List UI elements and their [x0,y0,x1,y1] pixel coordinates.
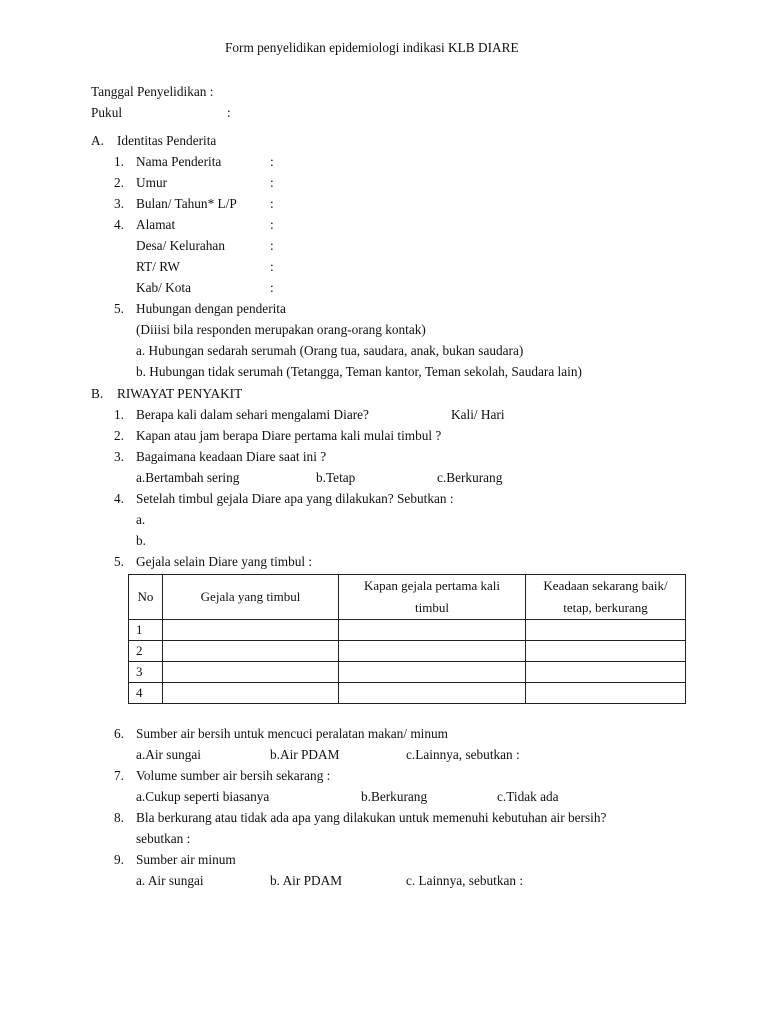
table-header-row [129,575,686,620]
kapan-cell[interactable] [339,683,526,704]
table-row [129,683,686,704]
row-number: 2 [129,641,163,662]
section-b-title: RIWAYAT PENYAKIT [117,386,243,401]
b-q8-cont: sebutkan : [136,831,191,846]
b-q6-option-a: a.Air sungai [136,747,201,762]
address-rtrw-colon: : [270,259,274,274]
kapan-cell[interactable] [339,641,526,662]
tanggal-penyelidikan-label: Tanggal Penyelidikan : [91,84,214,99]
pukul-label: Pukul [91,105,123,120]
b-q3-option-a: a.Bertambah sering [136,470,240,485]
a-item-3-label: Bulan/ Tahun* L/P [136,196,237,211]
b-q6-option-b: b.Air PDAM [270,747,340,762]
gejala-cell[interactable] [163,641,339,662]
b-q7-num: 7. [114,768,124,783]
gejala-table [128,574,686,704]
form-title: Form penyelidikan epidemiologi indikasi KLB DIARE [225,40,519,55]
b-q1-unit: Kali/ Hari [451,407,505,422]
row-number: 4 [129,683,163,704]
gejala-cell[interactable] [163,683,339,704]
a-item-1-label: Nama Penderita [136,154,222,169]
b-q2-num: 2. [114,428,124,443]
a-item-3-num: 3. [114,196,124,211]
a-item-4-colon: : [270,217,274,232]
table-row [129,662,686,683]
header-keadaan-line1: Keadaan sekarang baik/ [543,578,668,593]
section-a-marker: A. [91,133,104,148]
b-q7-option-c: c.Tidak ada [497,789,559,804]
b-q4-b: b. [136,533,146,548]
b-q1-num: 1. [114,407,124,422]
a-item-2-num: 2. [114,175,124,190]
a-item-1-num: 1. [114,154,124,169]
table-row [129,641,686,662]
a-item-5-label: Hubungan dengan penderita [136,301,286,316]
b-q7-text: Volume sumber air bersih sekarang : [136,768,331,783]
keadaan-cell[interactable] [526,683,686,704]
pukul-colon: : [227,105,231,120]
a-item-5-num: 5. [114,301,124,316]
b-q4-text: Setelah timbul gejala Diare apa yang dilakukan? Sebutkan : [136,491,454,506]
keadaan-cell[interactable] [526,620,686,641]
section-b-marker: B. [91,386,104,401]
kapan-cell[interactable] [339,662,526,683]
table-row [129,620,686,641]
b-q6-text: Sumber air bersih untuk mencuci peralatan makan/ minum [136,726,449,741]
address-kabkota-colon: : [270,280,274,295]
b-q7-option-b: b.Berkurang [361,789,428,804]
a-item-4-label: Alamat [136,217,176,232]
keadaan-cell[interactable] [526,662,686,683]
header-kapan-line1: Kapan gejala pertama kali [363,578,501,593]
b-q7-option-a: a.Cukup seperti biasanya [136,789,270,804]
address-rtrw-label: RT/ RW [136,259,180,274]
b-q5-num: 5. [114,554,124,569]
header-no: No [129,575,163,620]
b-q3-option-c: c.Berkurang [437,470,503,485]
address-desa-colon: : [270,238,274,253]
keadaan-cell[interactable] [526,641,686,662]
address-desa-label: Desa/ Kelurahan [136,238,225,253]
a-item-1-colon: : [270,154,274,169]
header-gejala: Gejala yang timbul [163,575,339,620]
b-q3-num: 3. [114,449,124,464]
gejala-cell[interactable] [163,620,339,641]
b-q8-text: Bla berkurang atau tidak ada apa yang dilakukan untuk memenuhi kebutuhan air bersih? [136,810,607,825]
b-q1-text: Berapa kali dalam sehari mengalami Diare? [136,407,369,422]
b-q8-num: 8. [114,810,124,825]
b-q9-num: 9. [114,852,124,867]
a-item-2-label: Umur [136,175,168,190]
a-item-5-option-b: b. Hubungan tidak serumah (Tetangga, Teman kantor, Teman sekolah, Saudara lain) [136,364,582,379]
kapan-cell[interactable] [339,620,526,641]
a-item-5-option-a: a. Hubungan sedarah serumah (Orang tua, saudara, anak, bukan saudara) [136,343,524,358]
b-q6-option-c: c.Lainnya, sebutkan : [406,747,520,762]
a-item-3-colon: : [270,196,274,211]
b-q5-text: Gejala selain Diare yang timbul : [136,554,313,569]
b-q4-a: a. [136,512,146,527]
a-item-4-num: 4. [114,217,124,232]
b-q3-option-b: b.Tetap [316,470,356,485]
gejala-cell[interactable] [163,662,339,683]
b-q9-option-a: a. Air sungai [136,873,204,888]
b-q9-option-c: c. Lainnya, sebutkan : [406,873,524,888]
b-q9-text: Sumber air minum [136,852,236,867]
header-keadaan-line2: tetap, berkurang [563,600,648,615]
header-keadaan [526,575,686,620]
b-q9-option-b: b. Air PDAM [270,873,343,888]
address-kabkota-label: Kab/ Kota [136,280,192,295]
a-item-2-colon: : [270,175,274,190]
b-q6-num: 6. [114,726,124,741]
b-q3-text: Bagaimana keadaan Diare saat ini ? [136,449,327,464]
header-kapan [339,575,526,620]
row-number: 3 [129,662,163,683]
b-q4-num: 4. [114,491,124,506]
header-kapan-line2: timbul [415,600,449,615]
b-q2-text: Kapan atau jam berapa Diare pertama kali mulai timbul ? [136,428,442,443]
section-a-title: Identitas Penderita [117,133,217,148]
a-item-5-note: (Diiisi bila responden merupakan orang-orang kontak) [136,322,426,337]
row-number: 1 [129,620,163,641]
